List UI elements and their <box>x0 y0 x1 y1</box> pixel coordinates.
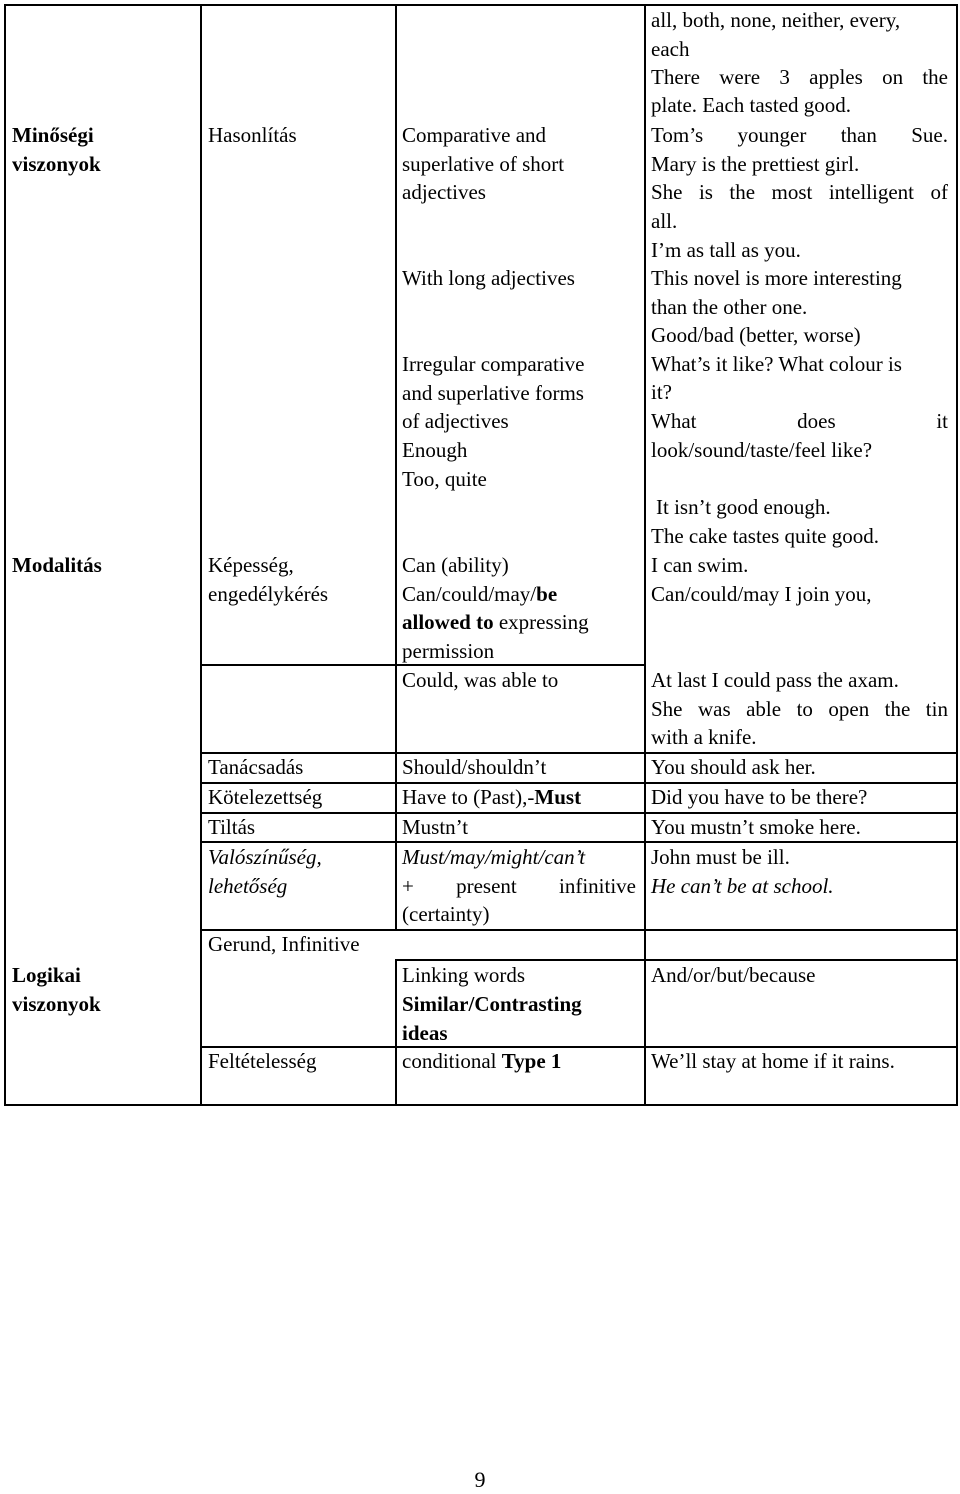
topic-conditional: conditional Type 1 <box>402 1049 562 1073</box>
example-whats-like: What’s it like? What colour is <box>651 352 902 376</box>
example-knife: with a knife. <box>651 725 757 749</box>
topic-can-ability: Can (ability) <box>402 553 509 577</box>
example-tin: She was able to open the tin <box>651 697 948 721</box>
example-all-both: all, both, none, neither, every, each <box>651 8 901 61</box>
topic-long-adjectives: With long adjectives <box>402 266 575 290</box>
example-other: than the other one. <box>651 295 808 319</box>
topic-present-infinitive: + present infinitive <box>402 874 636 898</box>
example-join: Can/could/may I join you, <box>651 582 872 606</box>
topic-could-able: Could, was able to <box>402 668 559 692</box>
topic-must-may: Must/may/might/can’t <box>402 845 586 869</box>
sub-kotelezettseg: Kötelezettség <box>208 785 323 809</box>
row-rule <box>4 1104 958 1106</box>
example-what-does: What does it <box>651 409 948 433</box>
col-rule <box>4 4 6 1106</box>
topic-linking: Linking words <box>402 963 526 987</box>
example-tall: I’m as tall as you. <box>651 238 801 262</box>
example-look: look/sound/taste/feel like? <box>651 438 873 462</box>
example-not-enough: It isn’t good enough. <box>656 495 831 519</box>
topic-too-quite: Too, quite <box>402 467 487 491</box>
example-andor: And/or/but/because <box>651 963 816 987</box>
example-tom: Tom’s younger than Sue. <box>651 123 948 147</box>
topic-allowed-to: allowed to expressing <box>402 610 589 634</box>
example-cake: The cake tastes quite good. <box>651 524 880 548</box>
sub-gerund: Gerund, Infinitive <box>208 932 360 956</box>
page-number: 9 <box>474 1467 486 1492</box>
category-minosegi: Minőségi viszonyok <box>12 123 101 176</box>
example-goodbad: Good/bad (better, worse) <box>651 323 861 347</box>
sub-valoszinuseg: Valószínűség, lehetőség <box>208 845 322 898</box>
example-last-exam: At last I could pass the axam. <box>651 668 899 692</box>
example-mary: Mary is the prettiest girl. <box>651 152 860 176</box>
example-novel: This novel is more interesting <box>651 266 902 290</box>
col-rule <box>395 4 397 929</box>
topic-certainty: (certainty) <box>402 902 490 926</box>
topic-should: Should/shouldn’t <box>402 755 547 779</box>
example-all: all. <box>651 209 678 233</box>
example-plate: plate. Each tasted good. <box>651 93 852 117</box>
sub-feltetelesseg: Feltételesség <box>208 1049 317 1073</box>
category-logikai: Logikai viszonyok <box>12 963 101 1016</box>
example-ill: John must be ill. <box>651 845 790 869</box>
example-apples: There were 3 apples on the <box>651 65 948 89</box>
sub-tiltas: Tiltás <box>208 815 256 839</box>
topic-have-to: Have to (Past),-Must <box>402 785 582 809</box>
topic-permission: permission <box>402 639 495 663</box>
topic-comparative: Comparative and superlative of short adjectives <box>402 123 565 205</box>
sub-tanacsadas: Tanácsadás <box>208 755 304 779</box>
example-rains: We’ll stay at home if it rains. <box>651 1049 895 1073</box>
example-school: He can’t be at school. <box>651 874 834 898</box>
topic-irregular: Irregular comparative and superlative forms of adjectives <box>402 352 585 434</box>
topic-mustnt: Mustn’t <box>402 815 469 839</box>
example-there: Did you have to be there? <box>651 785 868 809</box>
category-modalitas: Modalitás <box>12 553 102 577</box>
sub-kepesseg: Képesség, engedélykérés <box>208 553 329 606</box>
topic-similar: Similar/Contrasting ideas <box>402 992 582 1045</box>
topic-enough: Enough <box>402 438 468 462</box>
col-rule <box>200 4 202 1106</box>
topic-can-could-may: Can/could/may/be <box>402 582 558 606</box>
example-ask: You should ask her. <box>651 755 816 779</box>
col-rule <box>395 959 397 1106</box>
example-it: it? <box>651 380 672 404</box>
col-rule <box>644 4 646 1106</box>
row-rule <box>200 752 958 754</box>
example-smoke: You mustn’t smoke here. <box>651 815 861 839</box>
col-rule <box>956 4 958 1106</box>
sub-hasonlitas: Hasonlítás <box>208 123 297 147</box>
example-intelligent: She is the most intelligent of <box>651 180 948 204</box>
example-swim: I can swim. <box>651 553 749 577</box>
